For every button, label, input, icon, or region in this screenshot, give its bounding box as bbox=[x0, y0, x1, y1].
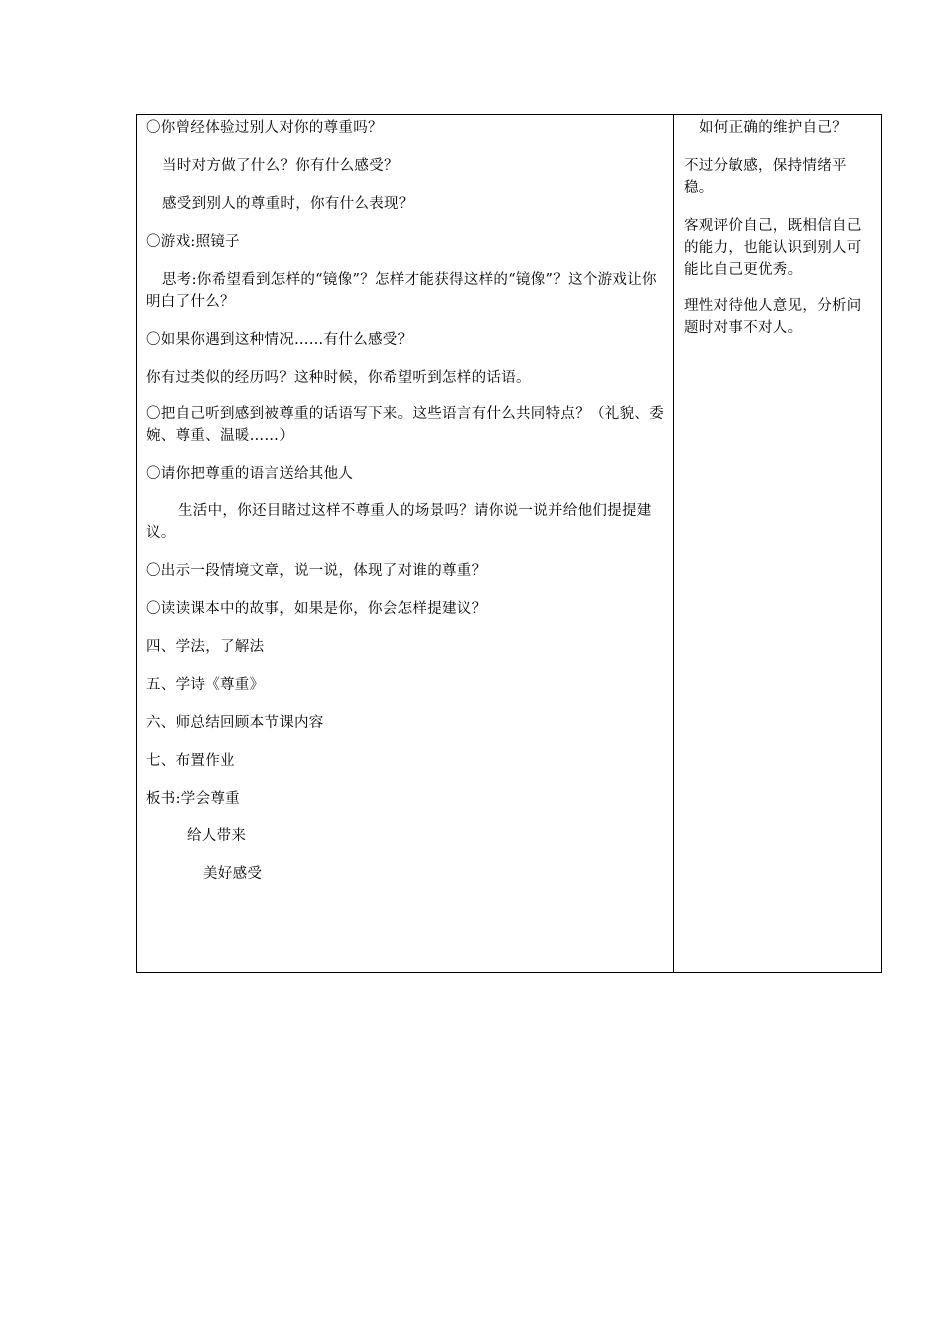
board-line-2: 美好感受 bbox=[203, 866, 263, 882]
paragraph-5: 思考:你希望看到怎样的“镜像”？怎样才能获得这样的“镜像”？这个游戏让你明白了什么？ bbox=[146, 272, 657, 310]
paragraph-7: 你有过类似的经历吗？这种时候，你希望听到怎样的话语。 bbox=[146, 370, 531, 386]
board-title: 板书:学会尊重 bbox=[146, 791, 240, 807]
paragraph-11: 〇出示一段情境文章，说一说，体现了对谁的尊重？ bbox=[146, 563, 487, 579]
section-four: 四、学法，了解法 bbox=[146, 639, 265, 655]
intent-point-1: 不过分敏感，保持情绪平稳。 bbox=[684, 158, 847, 196]
paragraph-3: 感受到别人的尊重时，你有什么表现？ bbox=[162, 196, 414, 212]
board-line-1: 给人带来 bbox=[187, 828, 247, 844]
paragraph-6: 〇如果你遇到这种情况……有什么感受？ bbox=[146, 332, 413, 348]
paragraph-10: 生活中，你还目睹过这样不尊重人的场景吗？请你说一说并给他们提提建议。 bbox=[146, 503, 652, 541]
paragraph-12: 〇读读课本中的故事，如果是你，你会怎样提建议？ bbox=[146, 601, 487, 617]
teaching-process-column bbox=[137, 115, 674, 972]
paragraph-9: 〇请你把尊重的语言送给其他人 bbox=[146, 466, 354, 482]
intent-point-3: 理性对待他人意见，分析问题时对事不对人。 bbox=[684, 298, 862, 336]
design-intent-column bbox=[674, 115, 881, 972]
paragraph-8: 〇把自己听到感到被尊重的话语写下来。这些语言有什么共同特点？（礼貌、委婉、尊重、温暖……） bbox=[146, 406, 664, 444]
lesson-plan-table bbox=[136, 114, 882, 973]
section-six: 六、师总结回顾本节课内容 bbox=[146, 715, 324, 731]
section-five: 五、学诗《尊重》 bbox=[146, 677, 265, 693]
intent-heading: 如何正确的维护自己？ bbox=[699, 120, 847, 136]
paragraph-2: 当时对方做了什么？你有什么感受？ bbox=[162, 158, 399, 174]
section-seven: 七、布置作业 bbox=[146, 753, 235, 769]
intent-point-2: 客观评价自己，既相信自己的能力，也能认识到别人可能比自己更优秀。 bbox=[684, 218, 862, 278]
paragraph-4: 〇游戏:照镜子 bbox=[146, 234, 240, 250]
paragraph-1: 〇你曾经体验过别人对你的尊重吗？ bbox=[146, 120, 383, 136]
